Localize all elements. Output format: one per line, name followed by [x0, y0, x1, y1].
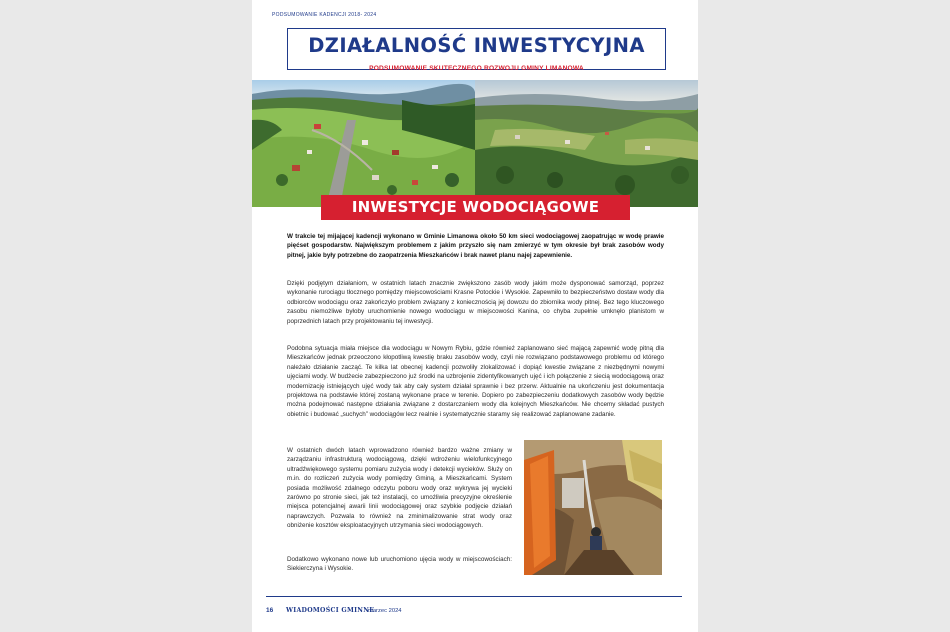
- section-banner-title: INWESTYCJE WODOCIĄGOWE: [351, 198, 600, 216]
- body-paragraph-4: Dodatkowo wykonano nowe lub uruchomiono ujęcia wody w miejscowościach: Siekierczyna i Wysokie.: [287, 556, 512, 573]
- village-aerial-photo-left: [252, 80, 475, 207]
- pipe-trench-photo: [524, 440, 662, 575]
- issue-date: marzec 2024: [368, 608, 402, 614]
- running-head: PODSUMOWANIE KADENCJI 2018- 2024: [272, 12, 377, 18]
- footer-rule: [266, 596, 682, 597]
- body-paragraph-3: W ostatnich dwóch latach wprowadzono również bardzo ważne zmiany w zarządzaniu infrastrukturą wodociągową, dzięki wdrożeniu wielofunkcyjnego ultradźwiękowego systemu pomiaru zużycia wody i detekcji wycieków. Służy on m.in. do rozliczeń zużycia wody pomiędzy Gminą, a Mieszkańcami. System posiada możliwość zdalnego odczytu poboru wody oraz wykrywa jej wycieki zarówno po stronie sieci, jak też instalacji, co umożliwia precyzyjne określenie miejsca potencjalnej awarii linii wodociągowej oraz szybkie podjęcie działań naprawczych. Pozwala to również na zminimalizowanie strat wody oraz obniżenie kosztów eksploatacyjnych utrzymania sieci wodociągowych.: [287, 447, 512, 530]
- body-paragraph-1: Dzięki podjętym działaniom, w ostatnich latach znacznie zwiększono zasób wody jakim może dysponować samorząd, poprzez wykonanie rurociągu tłocznego pomiędzy miejscowościami Krasne Potockie i Wysokie. Zapewniło to bezpieczeństwo dostaw wody dla odbiorców wodociągu oraz zakończyło problem związany z koniecznością jej dowozu do zbiornika wody pitnej. Bez tego kluczowego zasobu niemożliwe byłoby uruchomienie nowego wodociągu w miejscowości Kanina, co chyba zupełnie umknęło planistom w poprzednich latach przy projektowaniu tej inwestycji.: [287, 280, 664, 325]
- section-banner: [321, 195, 630, 220]
- village-aerial-photo-right: [475, 80, 698, 207]
- body-paragraph-2: Podobna sytuacja miała miejsce dla wodociągu w Nowym Rybiu, gdzie również zaplanowano sieć mającą zapewnić wodę pitną dla Mieszkańców jednak przeoczono kłopotliwą kwestię braku zasobów wody, czyli nie rozwiązano podstawowego problemu od którego należało działanie zacząć. Te kilka lat obecnej kadencji pozwoliły zlokalizować i dopiąć kwestie związane z niezbędnymi nowymi ujęciami wody. W budżecie zabezpieczono już środki na uzbrojenie zidentyfikowanych ujęć i ich połączenie z siecią wodociągową oraz modernizację istniejących ujęć wody tak aby cały system działał sprawnie i bez przerw. Aktualnie na ukończeniu jest dokumentacja projektowa na podstawie której zostaną wykonane prace w terenie. Dopiero po zabezpieczeniu dodatkowych zasobów wody będzie można podejmować następne działania związane z dostarczaniem wody dla kolejnych Mieszkańców. Nie chcemy składać pustych obietnic i budować „suchych” wodociągów lecz realnie i systematycznie staramy się realizować zaplanowane zadanie.: [287, 345, 664, 418]
- title-box: [287, 28, 666, 70]
- magazine-name: WIADOMOŚCI GMINNE: [286, 607, 375, 614]
- page-title: DZIAŁALNOŚĆ INWESTYCYJNA: [308, 34, 645, 57]
- page-number: 16: [266, 607, 274, 614]
- page-subtitle: PODSUMOWANIE SKUTECZNEGO ROZWOJU GMINY LIMANOWA: [369, 65, 584, 72]
- lead-paragraph: W trakcie tej mijającej kadencji wykonano w Gminie Limanowa około 50 km sieci wodociągowej zaopatrując w wodę prawie pięćset gospodarstw. Największym problemem z jakim przyszło się nam zmierzyć w tym okresie był brak zasobów wody pitnej, jakie były potrzebne do zaopatrzenia Mieszkańców i brak nawet planu najej zapewnienie.: [287, 233, 664, 259]
- magazine-page: [252, 0, 698, 632]
